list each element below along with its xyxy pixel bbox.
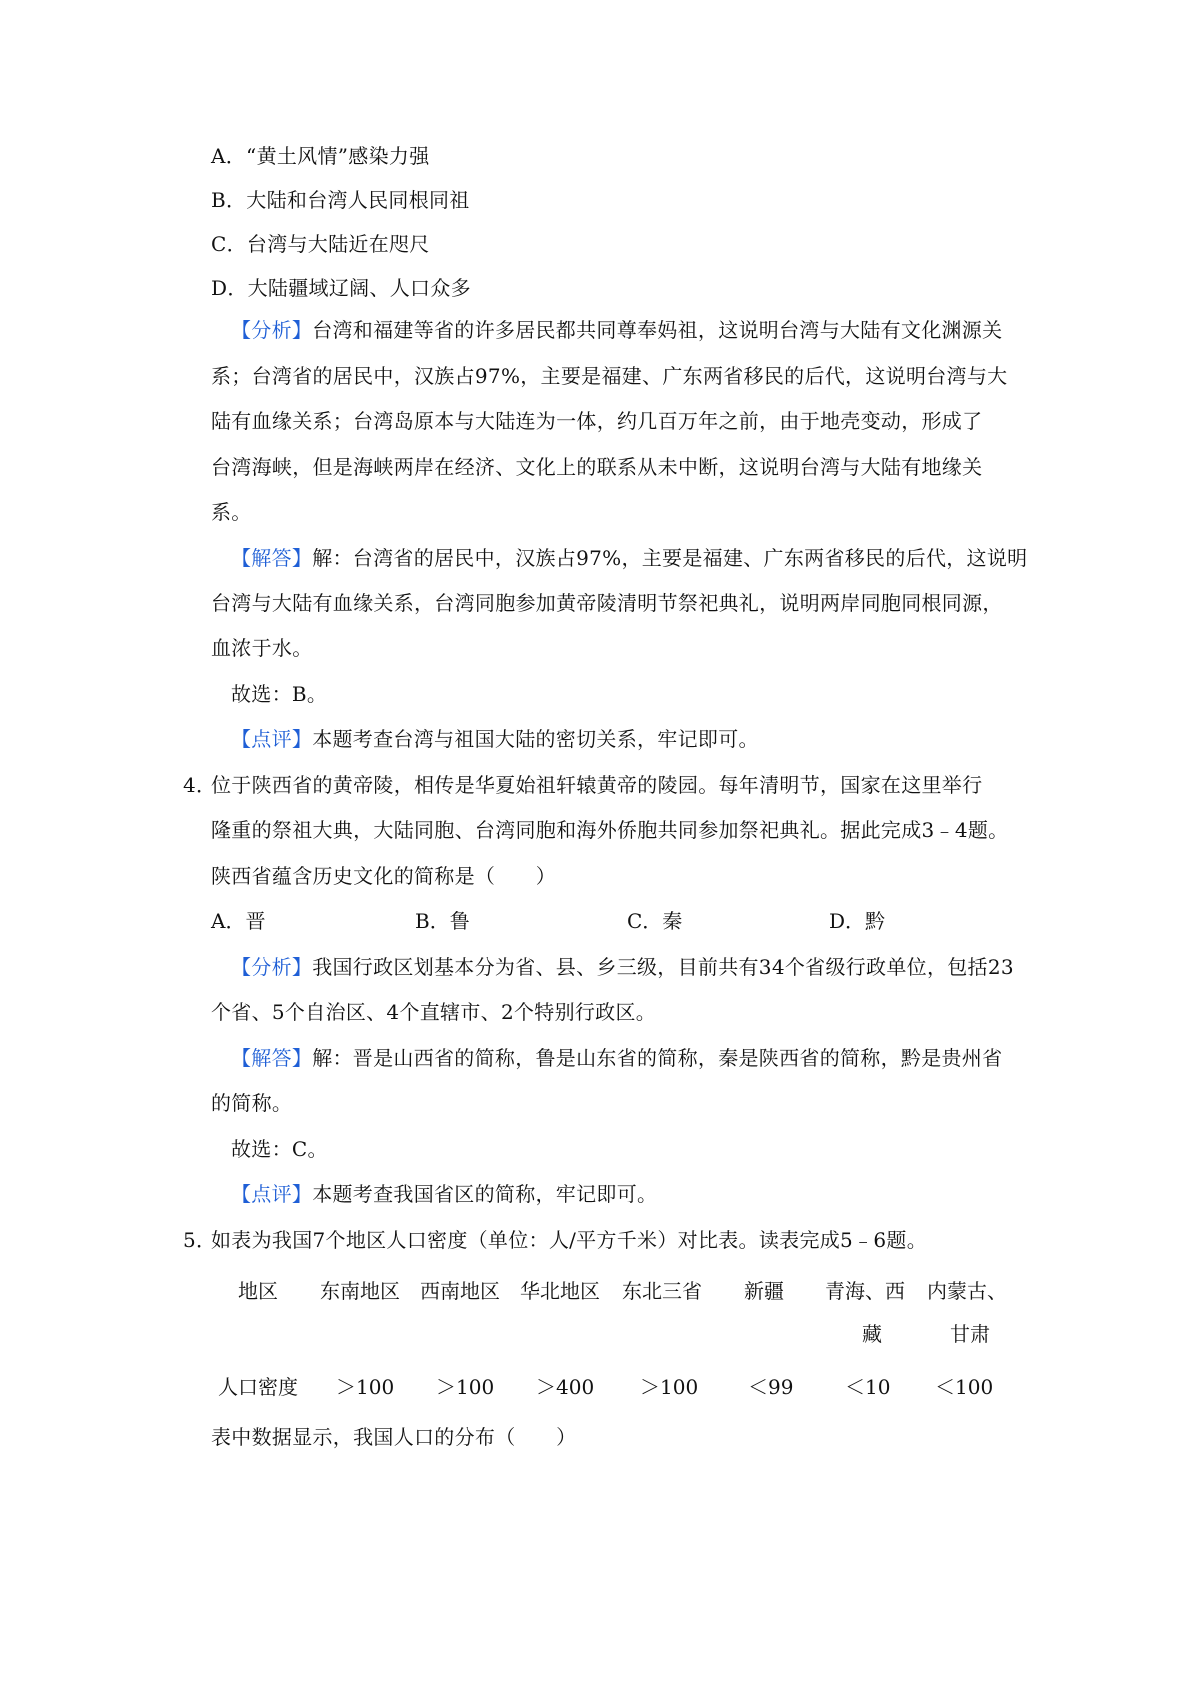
q3-option-a: A．“黄土风情”感染力强 xyxy=(211,144,430,168)
q4-choice: 故选：C。 xyxy=(231,1137,328,1161)
q5-stem: 如表为我国7个地区人口密度（单位：人/平方千米）对比表。读表完成5﹣6题。 xyxy=(211,1228,928,1252)
analysis-text: 我国行政区划基本分为省、县、乡三级，目前共有34个省级行政单位，包括23 xyxy=(312,955,1014,979)
analysis-tag: 【分析】 xyxy=(231,318,313,342)
comment-tag: 【点评】 xyxy=(231,1182,313,1206)
q5-number: 5． xyxy=(183,1228,217,1252)
q3-analysis-line-2: 系；台湾省的居民中，汉族占97%，主要是福建、广东两省移民的后代，这说明台湾与大 xyxy=(211,364,1008,388)
q3-choice: 故选：B。 xyxy=(231,682,328,706)
q4-analysis-line-1 xyxy=(231,955,1014,979)
q3-comment xyxy=(231,727,759,751)
q3-option-d: D．大陆疆域辽阔、人口众多 xyxy=(211,276,471,300)
q4-comment xyxy=(231,1182,657,1206)
table-value: ＞400 xyxy=(536,1375,595,1399)
q3-answer-line-3: 血浓于水。 xyxy=(211,636,313,660)
q4-answer-line-1 xyxy=(231,1046,1002,1070)
table-region: 西南地区 xyxy=(420,1279,500,1303)
table-region-continued: 甘肃 xyxy=(950,1322,990,1346)
table-row-label: 人口密度 xyxy=(218,1375,298,1399)
answer-text: 解：晋是山西省的简称，鲁是山东省的简称，秦是陕西省的简称，黔是贵州省 xyxy=(312,1046,1003,1070)
table-value: ＜10 xyxy=(845,1375,891,1399)
comment-text: 本题考查我国省区的简称，牢记即可。 xyxy=(312,1182,658,1206)
q3-option-c: C．台湾与大陆近在咫尺 xyxy=(211,232,430,256)
q4-answer-line-2: 的简称。 xyxy=(211,1091,293,1115)
q3-analysis-line-4: 台湾海峡，但是海峡两岸在经济、文化上的联系从未中断，这说明台湾与大陆有地缘关 xyxy=(211,455,983,479)
table-value: ＜99 xyxy=(748,1375,794,1399)
answer-tag: 【解答】 xyxy=(231,546,313,570)
analysis-tag: 【分析】 xyxy=(231,955,313,979)
q3-answer-line-1 xyxy=(231,546,1027,570)
table-value: ＞100 xyxy=(640,1375,699,1399)
table-region: 青海、西 xyxy=(825,1279,905,1303)
table-region-continued: 藏 xyxy=(862,1322,882,1346)
q3-answer-line-2: 台湾与大陆有血缘关系，台湾同胞参加黄帝陵清明节祭祀典礼，说明两岸同胞同根同源， xyxy=(211,591,1003,615)
q4-number: 4． xyxy=(183,773,217,797)
q3-analysis-line-5: 系。 xyxy=(211,500,252,524)
table-region: 新疆 xyxy=(744,1279,784,1303)
table-value: ＜100 xyxy=(935,1375,994,1399)
q4-option-d: D．黔 xyxy=(829,909,886,933)
table-header-label: 地区 xyxy=(238,1279,278,1303)
analysis-text: 台湾和福建等省的许多居民都共同尊奉妈祖，这说明台湾与大陆有文化渊源关 xyxy=(312,318,1003,342)
q3-option-b: B．大陆和台湾人民同根同祖 xyxy=(211,188,470,212)
q4-stem-line-3: 陕西省蕴含历史文化的简称是（ ） xyxy=(211,864,557,888)
table-region: 东北三省 xyxy=(622,1279,702,1303)
q4-stem-line-1: 位于陕西省的黄帝陵，相传是华夏始祖轩辕黄帝的陵园。每年清明节，国家在这里举行 xyxy=(211,773,983,797)
table-value: ＞100 xyxy=(336,1375,395,1399)
table-region: 东南地区 xyxy=(320,1279,400,1303)
comment-tag: 【点评】 xyxy=(231,727,313,751)
q4-option-c: C．秦 xyxy=(627,909,683,933)
answer-tag: 【解答】 xyxy=(231,1046,313,1070)
q4-option-b: B．鲁 xyxy=(415,909,470,933)
table-region: 内蒙古、 xyxy=(927,1279,1007,1303)
answer-text: 解：台湾省的居民中，汉族占97%，主要是福建、广东两省移民的后代，这说明 xyxy=(312,546,1028,570)
table-region: 华北地区 xyxy=(520,1279,600,1303)
q3-analysis-line-3: 陆有血缘关系；台湾岛原本与大陆连为一体，约几百万年之前，由于地壳变动，形成了 xyxy=(211,409,983,433)
table-value: ＞100 xyxy=(436,1375,495,1399)
q4-analysis-line-2: 个省、5个自治区、4个直辖市、2个特别行政区。 xyxy=(211,1000,657,1024)
q5-question: 表中数据显示，我国人口的分布（ ） xyxy=(211,1425,577,1449)
q3-analysis-line-1 xyxy=(231,318,1002,342)
comment-text: 本题考查台湾与祖国大陆的密切关系，牢记即可。 xyxy=(312,727,759,751)
q4-stem-line-2: 隆重的祭祖大典，大陆同胞、台湾同胞和海外侨胞共同参加祭祀典礼。据此完成3﹣4题。 xyxy=(211,818,1009,842)
q4-option-a: A．晋 xyxy=(211,909,266,933)
